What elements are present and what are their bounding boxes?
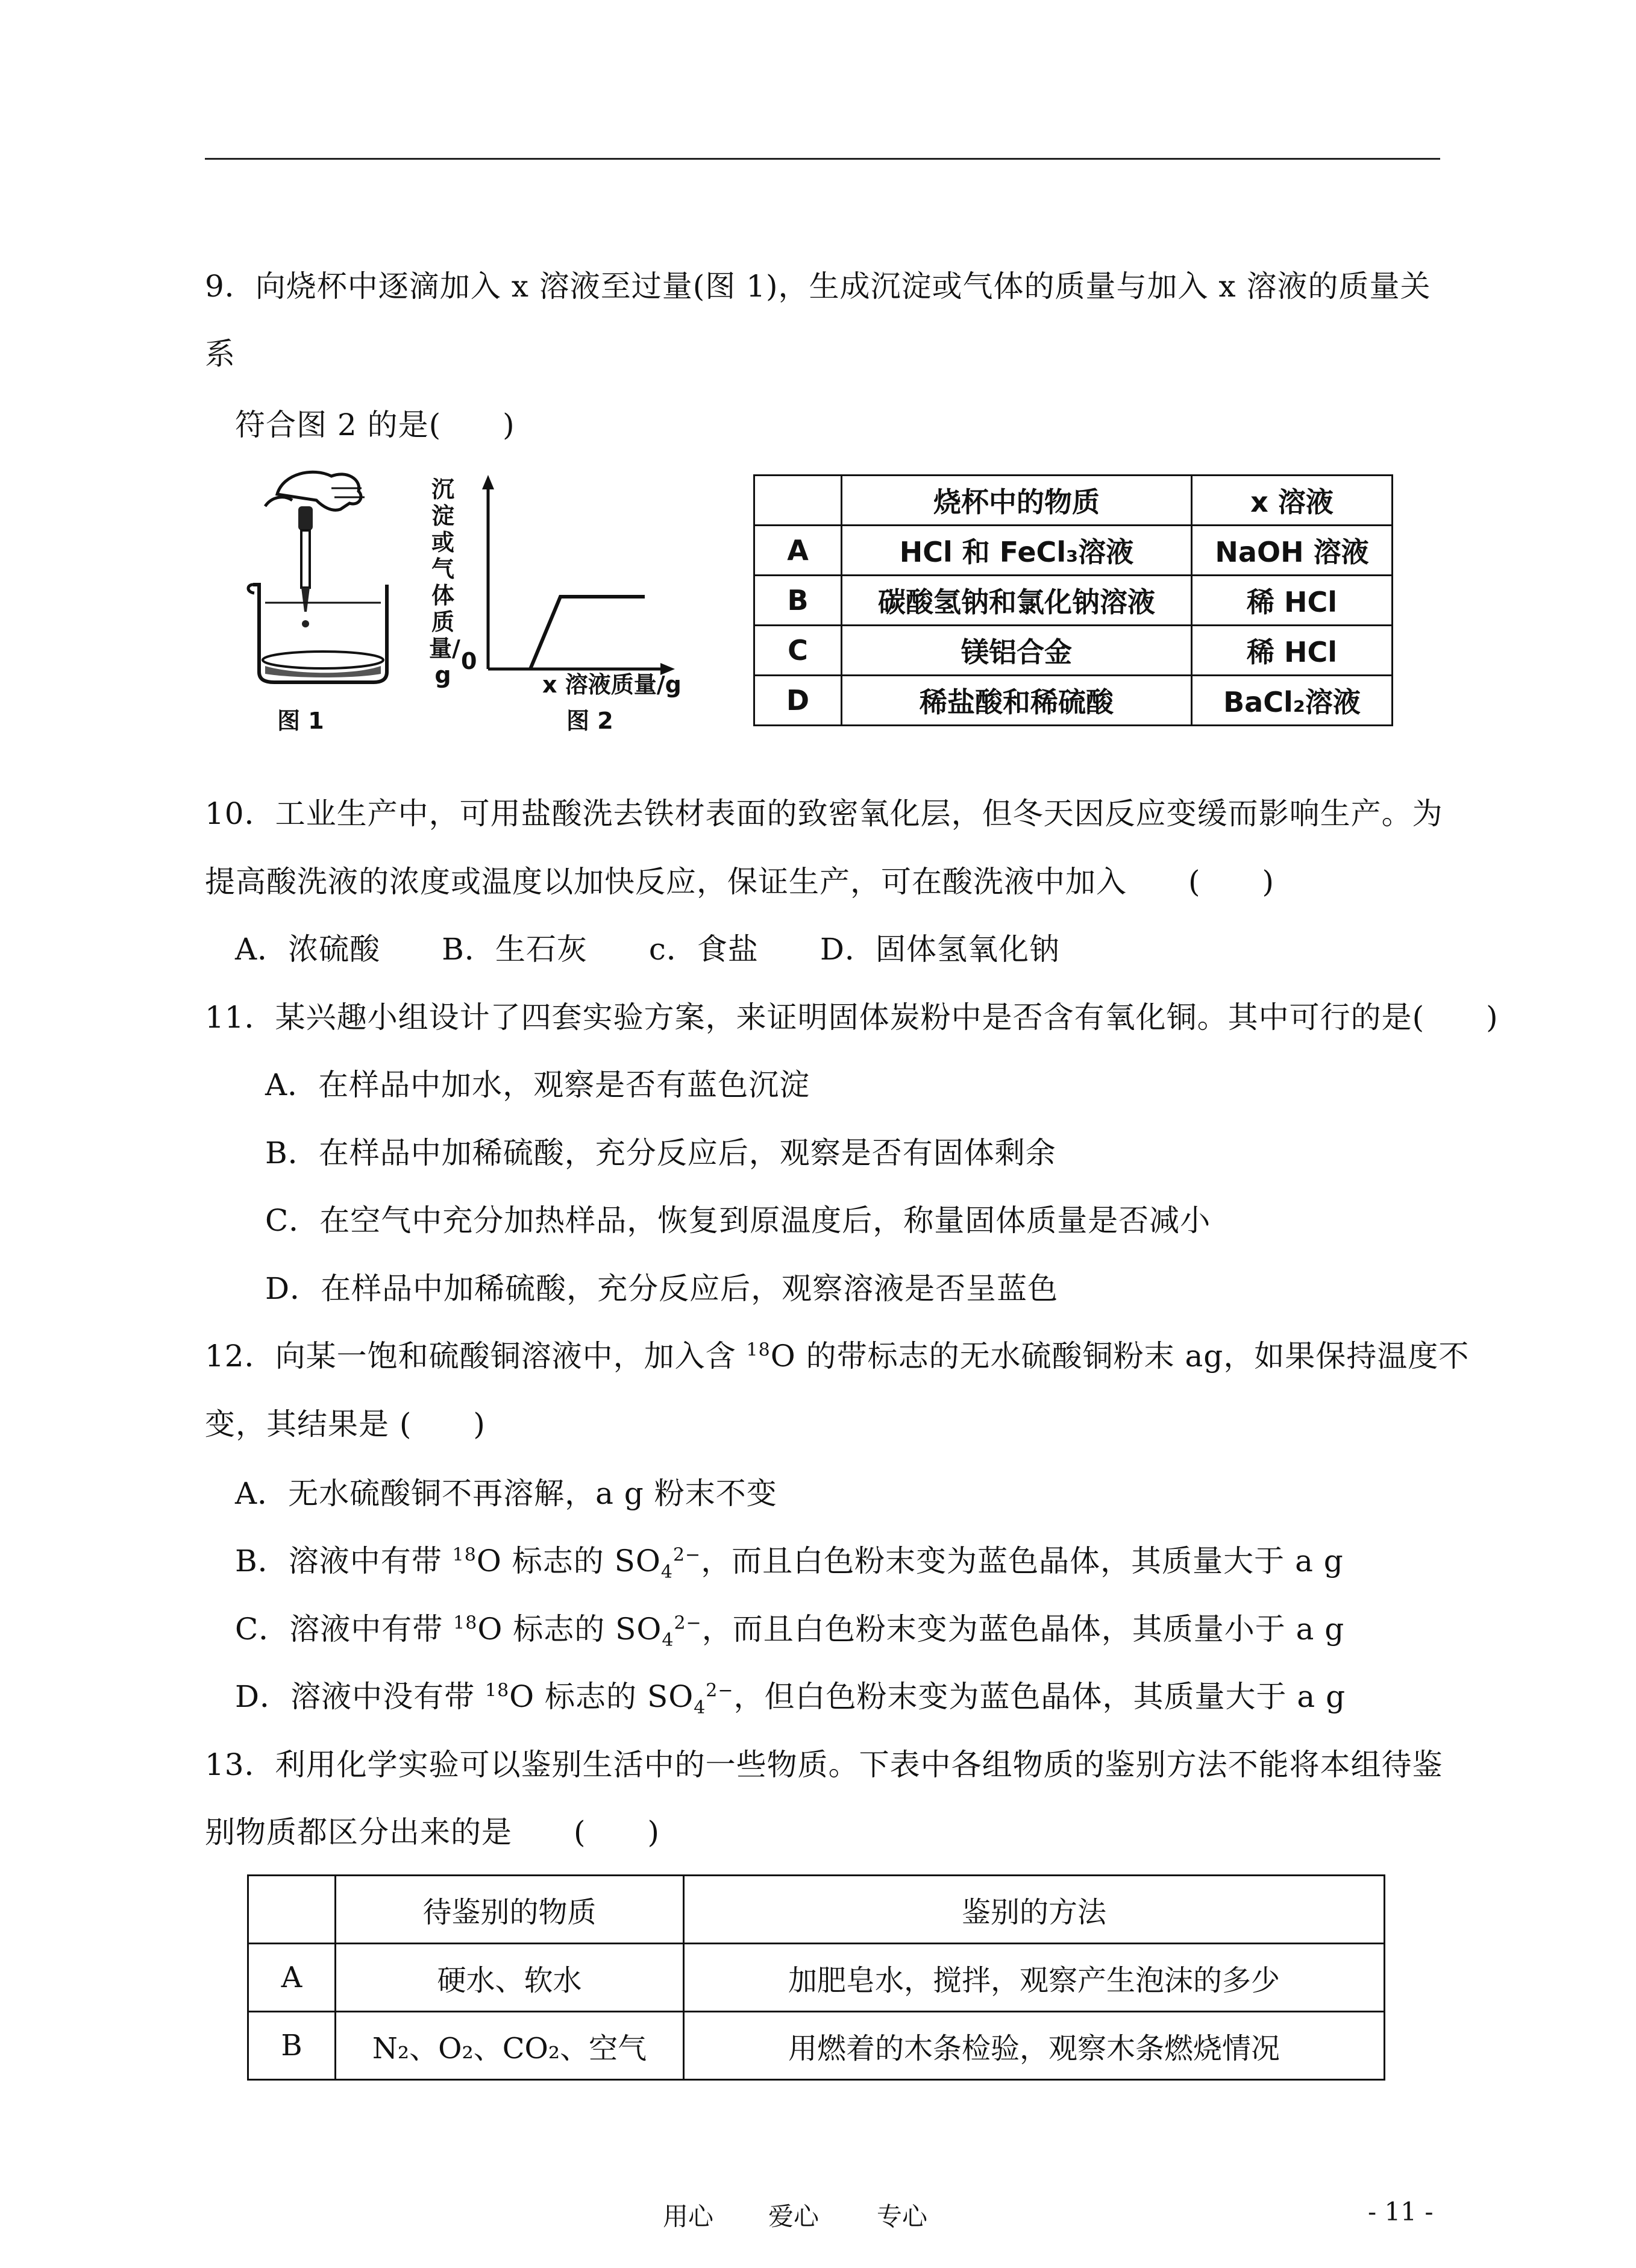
table-cell: BaCl₂溶液 xyxy=(1192,676,1393,726)
table-cell: NaOH 溶液 xyxy=(1192,526,1393,576)
table-cell: 稀盐酸和稀硫酸 xyxy=(842,676,1192,726)
q13-table xyxy=(247,1874,1385,2081)
q12-option-a: A．无水硫酸铜不再溶解，a g 粉末不变 xyxy=(235,1476,777,1511)
q9-line2: 系 xyxy=(205,336,236,371)
q12-option-d: D．溶液中没有带 $^{18}$O 标志的 $SO_4^{2-}$，但白色粉末变为蓝色晶体，其质量大于 a g xyxy=(235,1679,1346,1718)
table-cell: HCl 和 FeCl₃溶液 xyxy=(842,526,1192,576)
q9-line1: 9．向烧杯中逐滴加入 x 溶液至过量(图 1)，生成沉淀或气体的质量与加入 x 溶液的质量关 xyxy=(205,269,1431,304)
table-row xyxy=(248,2012,1385,2080)
q11-option-a: A．在样品中加水，观察是否有蓝色沉淀 xyxy=(265,1067,810,1102)
q12-line2: 变，其结果是 ( ) xyxy=(205,1407,486,1442)
table-cell: 加肥皂水，搅拌，观察产生泡沫的多少 xyxy=(684,1944,1385,2012)
q11-option-d: D．在样品中加稀硫酸，充分反应后，观察溶液是否呈蓝色 xyxy=(265,1271,1059,1306)
q9-line3: 符合图 2 的是( ) xyxy=(235,407,515,442)
table-cell: A xyxy=(248,1944,336,2012)
table-cell: A xyxy=(754,526,842,576)
q12-option-b: B．溶液中有带 $^{18}$O 标志的 $SO_4^{2-}$，而且白色粉末变为蓝色晶体，其质量大于 a g xyxy=(235,1544,1344,1583)
table-cell: 用燃着的木条检验，观察木条燃烧情况 xyxy=(684,2012,1385,2080)
fig1-label: 图 1 xyxy=(277,708,324,734)
q13-line2: 别物质都区分出来的是 ( ) xyxy=(205,1815,660,1850)
q13-line1: 13．利用化学实验可以鉴别生活中的一些物质。下表中各组物质的鉴别方法不能将本组待鉴 xyxy=(205,1747,1443,1782)
header-rule xyxy=(205,158,1440,160)
table-row xyxy=(754,676,1393,726)
q12-option-c: C．溶液中有带 $^{18}$O 标志的 $SO_4^{2-}$，而且白色粉末变为蓝色晶体，其质量小于 a g xyxy=(235,1612,1345,1651)
q12-line1: 12．向某一饱和硫酸铜溶液中，加入含 $^{18}$O 的带标志的无水硫酸铜粉末 ag，如果保持温度不 xyxy=(205,1339,1470,1374)
table-row xyxy=(754,576,1393,626)
table-cell: D xyxy=(754,676,842,726)
q9-options-table xyxy=(753,474,1393,726)
footer-motto-1: 用心 xyxy=(663,2202,714,2231)
footer-motto-3: 专心 xyxy=(877,2202,928,2231)
table-row xyxy=(754,526,1393,576)
table-header: x 溶液 xyxy=(1192,476,1393,526)
table-row xyxy=(754,476,1393,526)
table-cell: B xyxy=(754,576,842,626)
table-cell: 硬水、软水 xyxy=(336,1944,684,2012)
table-cell xyxy=(754,476,842,526)
table-cell xyxy=(248,1876,336,1944)
fig2-curve xyxy=(530,597,645,669)
table-header: 待鉴别的物质 xyxy=(336,1876,684,1944)
q10-line2: 提高酸洗液的浓度或温度以加快反应，保证生产，可在酸洗液中加入 ( ) xyxy=(205,864,1275,899)
table-header: 烧杯中的物质 xyxy=(842,476,1192,526)
fig2-origin: 0 xyxy=(461,648,477,674)
table-cell: 镁铝合金 xyxy=(842,626,1192,676)
q11-option-b: B．在样品中加稀硫酸，充分反应后，观察是否有固体剩余 xyxy=(265,1136,1056,1170)
fig2-xlabel: x 溶液质量/g xyxy=(542,671,682,698)
page-number: - 11 - xyxy=(1368,2197,1434,2226)
footer-motto-2: 爱心 xyxy=(768,2202,820,2231)
table-row xyxy=(754,626,1393,676)
table-header: 鉴别的方法 xyxy=(684,1876,1385,1944)
table-cell: 稀 HCl xyxy=(1192,576,1393,626)
table-cell: 碳酸氢钠和氯化钠溶液 xyxy=(842,576,1192,626)
table-row xyxy=(248,1876,1385,1944)
table-cell: N₂、O₂、CO₂、空气 xyxy=(336,2012,684,2080)
q10-options: A．浓硫酸 B．生石灰 c．食盐 D．固体氢氧化钠 xyxy=(235,932,1060,967)
table-row xyxy=(248,1944,1385,2012)
beaker-dropper-figure xyxy=(241,464,422,693)
fig2-graph xyxy=(464,470,681,675)
table-cell: 稀 HCl xyxy=(1192,626,1393,676)
fig2-ylabel: 沉淀或气体质量/g xyxy=(429,476,460,688)
fig2-label: 图 2 xyxy=(566,708,613,734)
q10-line1: 10．工业生产中，可用盐酸洗去铁材表面的致密氧化层，但冬天因反应变缓而影响生产。为 xyxy=(205,796,1443,831)
table-cell: C xyxy=(754,626,842,676)
table-cell: B xyxy=(248,2012,336,2080)
q11-line1: 11．某兴趣小组设计了四套实验方案，来证明固体炭粉中是否含有氧化铜。其中可行的是( ) xyxy=(205,1000,1499,1035)
q11-option-c: C．在空气中充分加热样品，恢复到原温度后，称量固体质量是否减小 xyxy=(265,1203,1211,1238)
